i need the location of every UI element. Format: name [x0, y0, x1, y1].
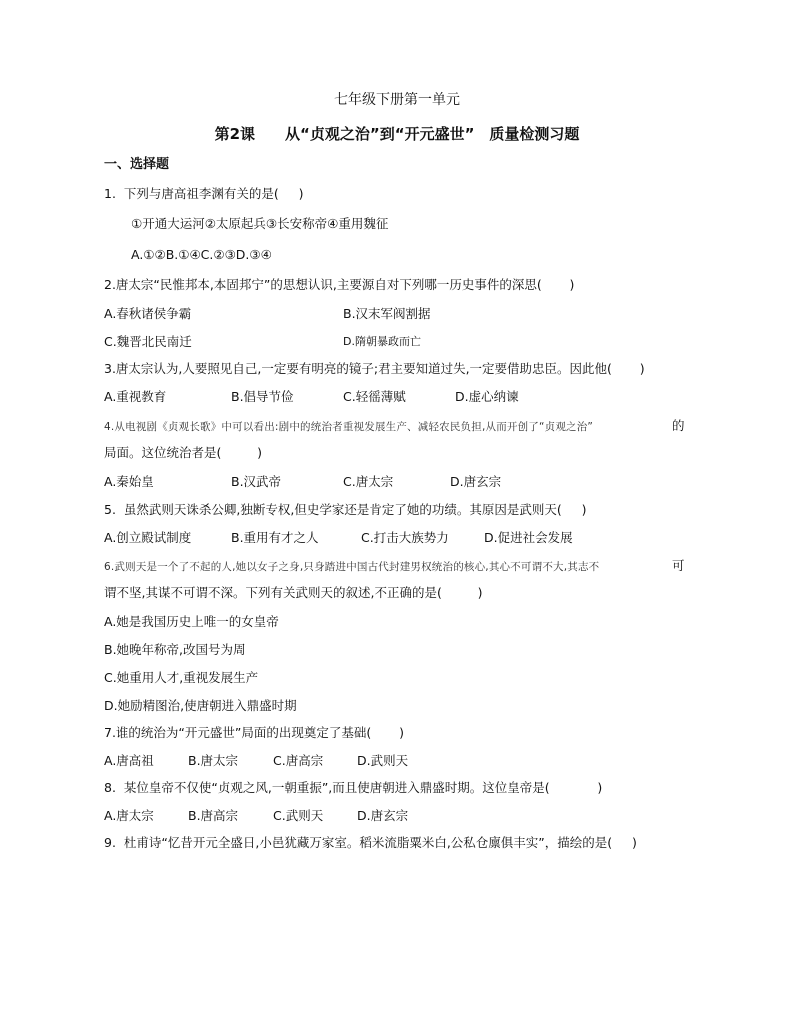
- question-stem: 8. 某位皇帝不仅使“贞观之风,一朝重振”,而且使唐朝进入鼎盛时期。这位皇帝是( ): [104, 780, 603, 795]
- question-stem: 4.从电视剧《贞观长歌》中可以看出:剧中的统治者重视发展生产、减轻农民负担,从而开创了“贞观之治”: [104, 421, 594, 433]
- question-stem: 3.唐太宗认为,人要照见自己,一定要有明亮的镜子;君主要知道过失,一定要借助忠臣。因此他( ): [104, 361, 645, 376]
- option-d: D.虚心纳谏: [455, 389, 519, 404]
- question-items: ①开通大运河②太原起兵③长安称帝④重用魏征: [131, 216, 389, 231]
- option-c: C.打击大族势力: [361, 530, 449, 545]
- option-d: D.促进社会发展: [484, 530, 573, 545]
- question-stem-continued: 局面。这位统治者是( ): [104, 445, 263, 460]
- option-c: C.唐高宗: [273, 753, 324, 768]
- document-title: 七年级下册第一单元: [334, 92, 460, 108]
- option-b: B.汉末军阀割据: [343, 306, 431, 321]
- option-b: B.她晚年称帝,改国号为周: [104, 642, 246, 657]
- option-b: B.重用有才之人: [231, 530, 319, 545]
- option-a: A.唐太宗: [104, 808, 154, 823]
- option-a: A.唐高祖: [104, 753, 154, 768]
- option-c: C.武则天: [273, 808, 324, 823]
- question-stem-end: 可: [672, 558, 685, 573]
- question-stem: 7.谁的统治为“开元盛世”局面的出现奠定了基础( ): [104, 725, 404, 740]
- option-a: A.创立殿试制度: [104, 530, 192, 545]
- option-a: A.春秋诸侯争霸: [104, 306, 192, 321]
- option-d: D.武则天: [357, 753, 409, 768]
- option-a: A.她是我国历史上唯一的女皇帝: [104, 614, 279, 629]
- question-stem: 5. 虽然武则天诛杀公卿,独断专权,但史学家还是肯定了她的功绩。其原因是武则天( ): [104, 502, 587, 517]
- section-heading: 一、选择题: [104, 157, 170, 172]
- option-a: A.重视教育: [104, 389, 167, 404]
- option-d: D.唐玄宗: [450, 474, 502, 489]
- option-b: B.唐太宗: [188, 753, 239, 768]
- question-stem: 2.唐太宗“民惟邦本,本固邦宁”的思想认识,主要源自对下列哪一历史事件的深思( ): [104, 277, 575, 292]
- option-a: A.秦始皇: [104, 474, 154, 489]
- question-stem-continued: 谓不坚,其谋不可谓不深。下列有关武则天的叙述,不正确的是( ): [104, 585, 483, 600]
- option-b: B.汉武帝: [231, 474, 282, 489]
- option-d: D.隋朝暴政而亡: [343, 335, 421, 348]
- option-c: C.魏晋北民南迁: [104, 334, 192, 349]
- lesson-subtitle: 第2课 从“贞观之治”到“开元盛世” 质量检测习题: [214, 125, 580, 143]
- option-b: B.唐高宗: [188, 808, 239, 823]
- option-d: D.她励精图治,使唐朝进入鼎盛时期: [104, 698, 297, 713]
- option-c: C.她重用人才,重视发展生产: [104, 670, 259, 685]
- question-stem: 1. 下列与唐高祖李渊有关的是( ): [104, 186, 304, 201]
- question-options: A.①②B.①④C.②③D.③④: [131, 247, 272, 262]
- option-c: C.轻徭薄赋: [343, 389, 406, 404]
- question-stem: 6.武则天是一个了不起的人,她以女子之身,只身踏进中国古代封建男权统治的核心,其心不可谓不大,其志不: [104, 561, 600, 573]
- option-d: D.唐玄宗: [357, 808, 409, 823]
- question-stem-end: 的: [672, 418, 685, 433]
- option-b: B.倡导节俭: [231, 389, 294, 404]
- question-stem: 9. 杜甫诗“忆昔开元全盛日,小邑犹藏万家室。稻米流脂粟米白,公私仓廪俱丰实”，描绘的是( ): [104, 835, 637, 850]
- option-c: C.唐太宗: [343, 474, 394, 489]
